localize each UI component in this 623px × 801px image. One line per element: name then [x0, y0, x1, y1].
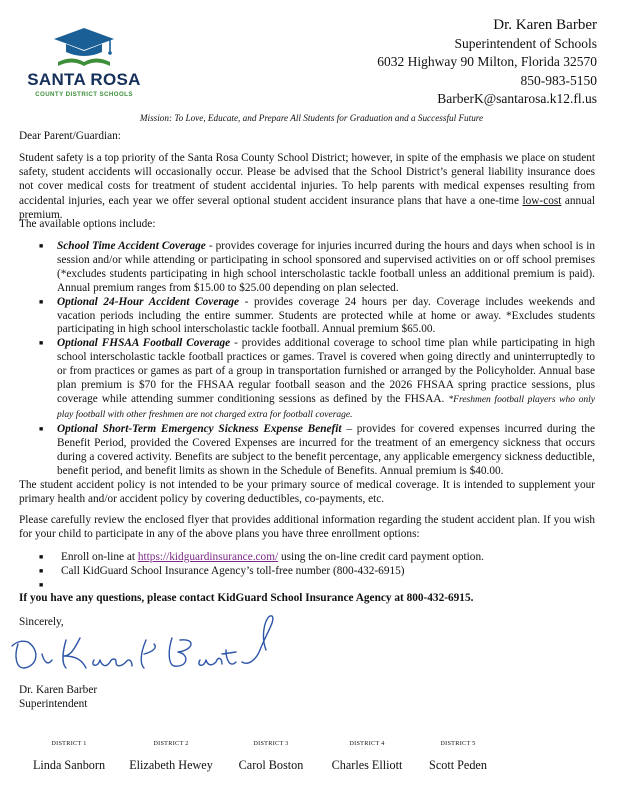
enroll-phone-option: Call KidGuard School Insurance Agency’s toll-free number (800-432-6915) [61, 565, 405, 577]
option-text: – provides for covered expenses incurred during the Benefit Period, provided the Covered Expenses are incurred for the treatment of an emergency sickness that occurs during a covered activity. Benefits are subject to the benefit percentage, any applicable emergency sickness deductible, benefit period, and benefit limits as shown in the Schedule of Benefits. Annual premium is $40.00. [57, 422, 595, 477]
mission-statement: Mission: To Love, Educate, and Prepare All Students for Graduation and a Successful Future [139, 113, 484, 123]
letterhead-title: Superintendent of Schools [454, 35, 597, 51]
letterhead [377, 16, 597, 109]
district-5 [416, 740, 500, 773]
signer-title: Superintendent [19, 698, 88, 710]
option-text: - provides additional coverage to school time plan while participating in high school interscholastic tackle football practices or games. Travel is covered when going directly and uninterruptedly to or from practices or games as part of a group in transportation furnished or arranged by the Policyholder. Annual base plan premium is $70 for the FHSAA regular football season and the 2026 FHSAA spring practice sessions, plus coverage while attending summer conditioning sessions as defined by the FHSAA. [57, 337, 595, 405]
district-member-name: Charles Elliott [331, 758, 403, 772]
graduation-cap-icon [52, 26, 116, 70]
district-4 [318, 740, 416, 773]
district-member-name: Linda Sanborn [32, 758, 106, 772]
review-note: Please carefully review the enclosed flyer that provides additional information regarding the student accident plan. If you wish for your child to participate in any of the above plans you have three enrollment options: [19, 514, 595, 541]
district-label: DISTRICT 2 [153, 740, 189, 747]
bullet-icon: ■ [39, 424, 44, 433]
district-3 [224, 740, 318, 773]
letterhead-phone: 850-983-5150 [520, 72, 597, 88]
option-title: School Time Accident Coverage [57, 240, 206, 252]
district-logo [18, 26, 150, 106]
option-note: *Freshmen football players who only play football with other freshmen are not charged extra for football coverage. [57, 394, 595, 420]
list-item [19, 423, 595, 479]
option-title: Optional FHSAA Football Coverage [57, 337, 231, 350]
signer-name: Dr. Karen Barber [19, 684, 98, 696]
option-text: - provides coverage for injuries incurred during the hours and days when school is in session and/or while attending or participating in school sponsored and supervised activities on or off school premises (*excludes students participating in high school interscholastic tackle football unless an additional premium is paid). Annual premium ranges from $15.00 to $25.00 depending on plan selected. [57, 240, 595, 294]
enrollment-options [19, 550, 595, 592]
enroll-online-suffix: using the on-line credit card payment option. [278, 551, 484, 563]
option-text: - provides coverage 24 hours per day. Coverage includes weekends and vacation periods including the entire summer. Students are protected while at home or away. *Excludes students participating in high school interscholastic tackle football. Annual premium $65.00. [57, 295, 596, 336]
intro-text: Student safety is a top priority of the Santa Rosa County School District; however, in spite of the emphasis we place on student safety, student accidents will occasionally occur. Please be advised that the School District’s general liability insurance does not cover medical costs for treatment of student accidental injuries. To help parents with medical expenses resulting from accidental injuries, each year we offer several optional student accident insurance plans that have a one-time [19, 152, 595, 207]
options-intro: The available options include: [19, 218, 156, 230]
options-list [19, 240, 595, 478]
logo-subtitle: COUNTY DISTRICT SCHOOLS [35, 91, 133, 98]
intro-text-end: annual premium. [19, 194, 596, 221]
district-label: DISTRICT 5 [440, 740, 476, 747]
district-label: DISTRICT 4 [349, 740, 385, 747]
district-member-name: Scott Peden [429, 758, 487, 772]
district-member-name: Carol Boston [238, 758, 304, 772]
district-2 [118, 740, 224, 773]
list-item [19, 578, 595, 592]
letterhead-name: Dr. Karen Barber [493, 17, 597, 33]
closing: Sincerely, [19, 616, 64, 628]
salutation: Dear Parent/Guardian: [19, 130, 121, 142]
signature-image [4, 610, 284, 682]
letterhead-address: 6032 Highway 90 Milton, Florida 32570 [377, 54, 597, 69]
intro-underlined: low-cost [522, 194, 562, 207]
bullet-icon: ■ [39, 567, 44, 575]
list-item [19, 550, 595, 564]
policy-note: The student accident policy is not intended to be your primary source of medical coverage. It is intended to supplement your primary health and/or accident policy by covering deductibles, co-payments, etc. [19, 479, 595, 506]
bullet-icon: ■ [39, 553, 44, 561]
contact-line: If you have any questions, please contact KidGuard School Insurance Agency at 800-432-6915. [19, 592, 474, 604]
district-label: DISTRICT 1 [51, 740, 87, 747]
list-item [19, 564, 595, 578]
option-title: Optional Short-Term Emergency Sickness Expense Benefit [57, 422, 342, 435]
bullet-icon: ■ [39, 339, 44, 348]
letterhead-email: BarberK@santarosa.k12.fl.us [437, 91, 597, 106]
district-member-name: Elizabeth Hewey [129, 758, 213, 772]
logo-name: SANTA ROSA [27, 70, 141, 89]
bullet-icon: ■ [39, 297, 44, 306]
bullet-icon: ■ [39, 581, 44, 589]
enroll-online-prefix: Enroll on-line at [61, 551, 138, 563]
list-item [19, 240, 595, 296]
option-title: Optional 24-Hour Accident Coverage [57, 295, 240, 308]
enroll-online-link[interactable]: https://kidguardinsurance.com/ [137, 551, 279, 563]
list-item [19, 296, 595, 338]
intro-paragraph [19, 151, 595, 222]
district-label: DISTRICT 3 [253, 740, 289, 747]
bullet-icon: ■ [39, 242, 44, 250]
list-item [19, 337, 595, 422]
district-1 [20, 740, 118, 773]
